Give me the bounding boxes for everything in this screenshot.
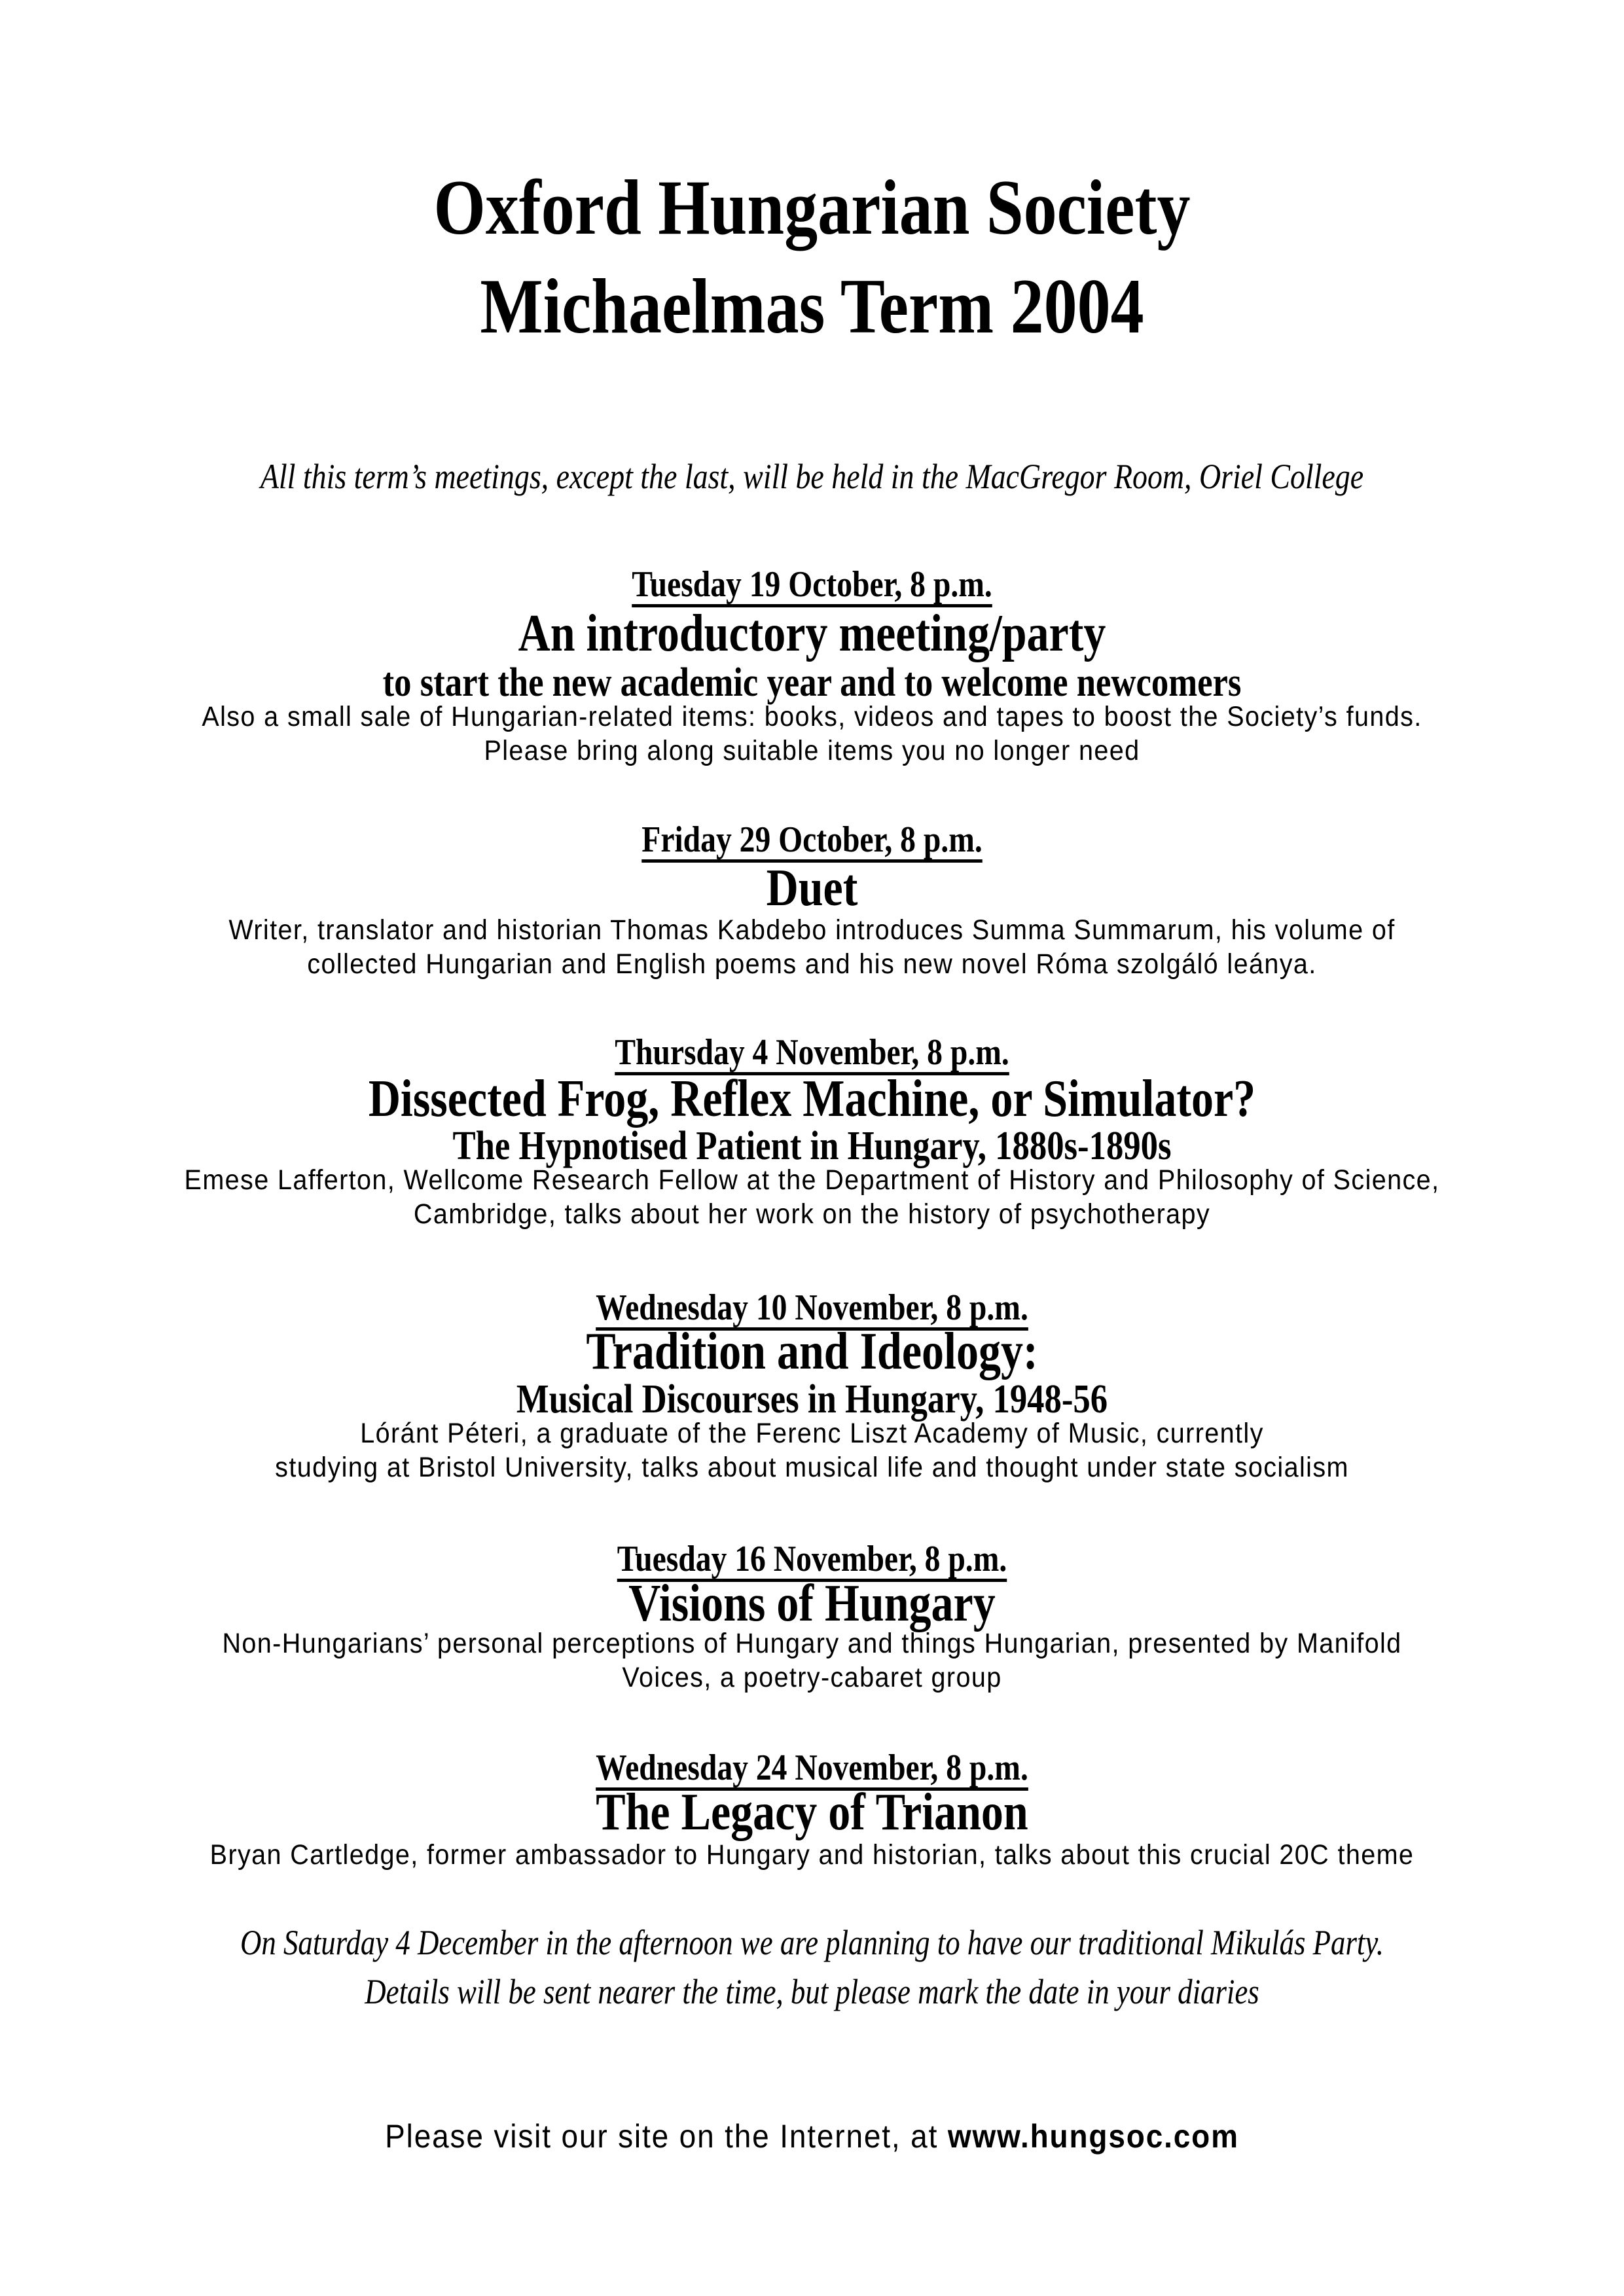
event-title: The Legacy of Trianon xyxy=(596,1784,1028,1841)
event-description-line: Non-Hungarians’ personal perceptions of Hungary and things Hungarian, presented by Manifold xyxy=(222,1628,1402,1659)
event-date: Tuesday 19 October, 8 p.m. xyxy=(632,564,992,605)
closing-note-line-2: Details will be sent nearer the time, but please mark the date in your diaries xyxy=(365,1972,1259,2011)
event-date: Wednesday 24 November, 8 p.m. xyxy=(596,1748,1028,1788)
event-title: Tradition and Ideology: xyxy=(586,1323,1038,1380)
event-date: Thursday 4 November, 8 p.m. xyxy=(615,1032,1009,1073)
event-description-line: Cambridge, talks about her work on the history of psychotherapy xyxy=(413,1198,1211,1230)
event-description-line: collected Hungarian and English poems and his new novel Róma szolgáló leánya. xyxy=(307,948,1317,980)
event-description xyxy=(0,1163,1624,1231)
venue-note: All this term’s meetings, except the last, will be held in the MacGregor Room, Oriel College xyxy=(260,457,1364,496)
event-subtitle: The Hypnotised Patient in Hungary, 1880s-1890s xyxy=(452,1124,1172,1168)
event-subtitle: Musical Discourses in Hungary, 1948-56 xyxy=(516,1377,1108,1422)
event-description-line: Voices, a poetry-cabaret group xyxy=(622,1662,1002,1693)
event-description xyxy=(0,913,1624,981)
event-description-line: Emese Lafferton, Wellcome Research Fellow at the Department of History and Philosophy of Science, xyxy=(184,1164,1440,1196)
event-description-line: Bryan Cartledge, former ambassador to Hungary and historian, talks about this crucial 20C theme xyxy=(209,1839,1415,1871)
event-description xyxy=(0,700,1624,768)
website-url: www.hungsoc.com xyxy=(947,2118,1239,2155)
event-description xyxy=(0,1626,1624,1695)
event-description-line: studying at Bristol University, talks about musical life and thought under state socialism xyxy=(275,1452,1349,1483)
event-date: Wednesday 10 November, 8 p.m. xyxy=(596,1287,1028,1328)
event-date: Friday 29 October, 8 p.m. xyxy=(641,819,983,860)
footer-note xyxy=(65,2117,1559,2156)
page-title-line-1: Oxford Hungarian Society xyxy=(433,164,1191,251)
footer-text: Please visit our site on the Internet, at xyxy=(385,2118,948,2155)
closing-note xyxy=(0,1918,1624,2017)
event-description-line: Also a small sale of Hungarian-related items: books, videos and tapes to boost the Society’s funds. xyxy=(202,701,1422,732)
event-description xyxy=(0,1838,1624,1872)
event-date: Tuesday 16 November, 8 p.m. xyxy=(617,1539,1007,1579)
event-title: Duet xyxy=(766,859,858,917)
closing-note-line-1: On Saturday 4 December in the afternoon we are planning to have our traditional Mikulás Party. xyxy=(240,1923,1384,1962)
event-title: Visions of Hungary xyxy=(628,1575,996,1632)
event-description-line: Please bring along suitable items you no longer need xyxy=(484,735,1140,766)
event-description xyxy=(0,1416,1624,1484)
event-title: An introductory meeting/party xyxy=(518,605,1106,662)
event-description-line: Lóránt Péteri, a graduate of the Ferenc Liszt Academy of Music, currently xyxy=(360,1418,1264,1449)
page-title-line-2: Michaelmas Term 2004 xyxy=(480,262,1144,350)
event-description-line: Writer, translator and historian Thomas Kabdebo introduces Summa Summarum, his volume of xyxy=(228,914,1396,946)
event-subtitle: to start the new academic year and to welcome newcomers xyxy=(382,660,1242,705)
event-title: Dissected Frog, Reflex Machine, or Simulator? xyxy=(368,1070,1256,1128)
